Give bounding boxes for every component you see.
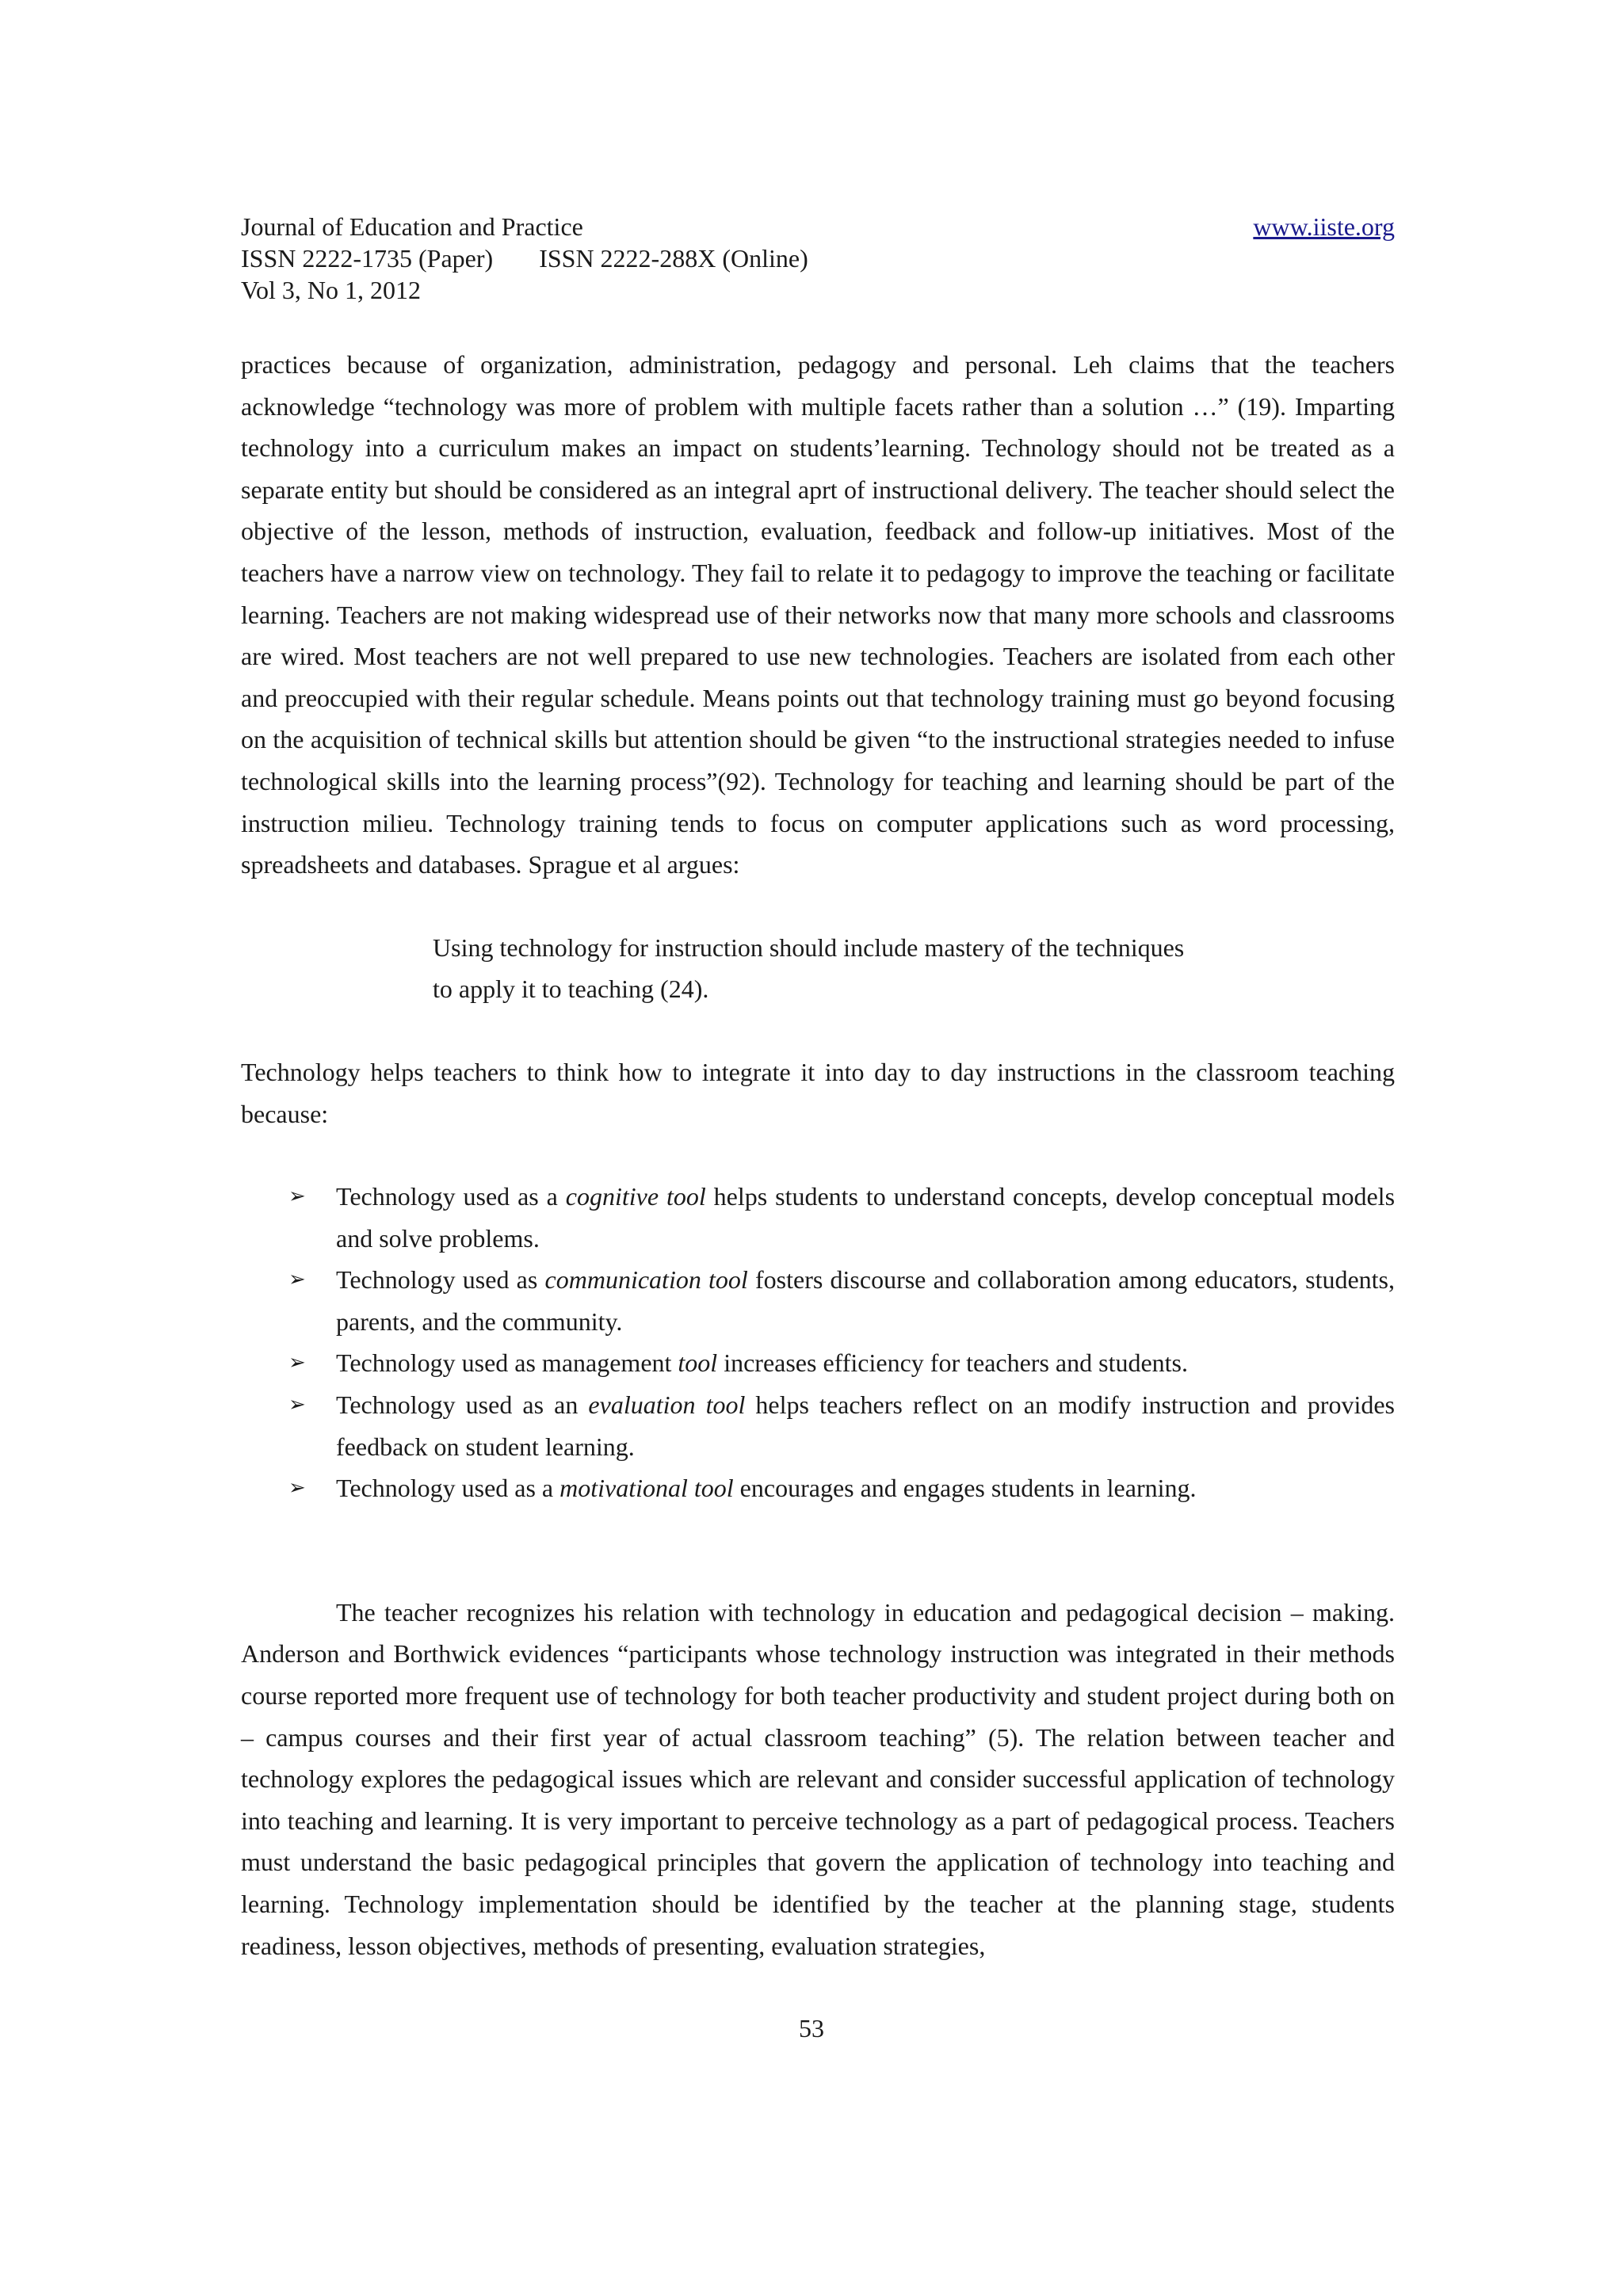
bullet-text-after: encourages and engages students in learning. xyxy=(733,1474,1197,1503)
list-item xyxy=(241,1176,1395,1259)
header-line-1 xyxy=(241,211,1395,242)
header-line-3 xyxy=(241,274,1395,306)
paragraph-1: practices because of organization, administration, pedagogy and personal. Leh claims that the teachers acknowledge “technology was more of problem with multiple facets rather than a solution …” (19). Imparting technology into a curriculum makes an impact on students’learning. Technology should not be treated as a separate entity but should be considered as an integral aprt of instructional delivery. The teacher should select the objective of the lesson, methods of instruction, evaluation, feedback and follow-up initiatives. Most of the teachers have a narrow view on technology. They fail to relate it to pedagogy to improve the teaching or facilitate learning. Teachers are not making widespread use of their networks now that many more schools and classrooms are wired. Most teachers are not well prepared to use new technologies. Teachers are isolated from each other and preoccupied with their regular schedule. Means points out that technology training must go beyond focusing on the acquisition of technical skills but attention should be given “to the instructional strategies needed to infuse technological skills into the learning process”(92). Technology for teaching and learning should be part of the instruction milieu. Technology training tends to focus on computer applications such as word processing, spreadsheets and databases. Sprague et al argues: xyxy=(241,350,1395,879)
bullet-list xyxy=(241,1176,1395,1509)
volume-info: Vol 3, No 1, 2012 xyxy=(241,276,421,304)
issn-paper: ISSN 2222-1735 (Paper) xyxy=(241,244,494,273)
paragraph-2: Technology helps teachers to think how to integrate it into day to day instructions in the classroom teaching because: xyxy=(241,1057,1395,1128)
arrow-bullet-icon: ➢ xyxy=(288,1184,306,1209)
bullet-text-before: Technology used as management xyxy=(336,1348,678,1378)
block-quote xyxy=(241,927,1395,1010)
quote-line-1: Using technology for instruction should include mastery of the techniques xyxy=(433,933,1185,962)
bullet-text-italic: evaluation tool xyxy=(588,1390,746,1420)
bullet-text-after: helps students to understand concepts, develop conceptual models and solve problems. xyxy=(336,1182,1396,1253)
bullet-text-after: increases efficiency for teachers and students. xyxy=(717,1348,1188,1378)
list-item xyxy=(241,1259,1395,1342)
header-line-2 xyxy=(241,242,1395,274)
arrow-bullet-icon: ➢ xyxy=(288,1476,306,1501)
list-item xyxy=(241,1342,1395,1384)
bullet-text-italic: cognitive tool xyxy=(565,1182,706,1211)
bullet-text-before: Technology used as an xyxy=(336,1390,589,1420)
bullet-text-before: Technology used as xyxy=(336,1265,545,1295)
arrow-bullet-icon: ➢ xyxy=(288,1393,306,1417)
arrow-bullet-icon: ➢ xyxy=(288,1351,306,1375)
bullet-text-italic: tool xyxy=(678,1348,718,1378)
quote-line-2: to apply it to teaching (24). xyxy=(433,974,709,1004)
bullet-text-after: helps teachers reflect on an modify instruction and provides feedback on student learning. xyxy=(336,1390,1396,1461)
list-item xyxy=(241,1467,1395,1509)
body-text xyxy=(241,344,1395,1966)
paragraph-3: The teacher recognizes his relation with technology in education and pedagogical decision – making. Anderson and Borthwick evidences “participants whose technology instruction was integrated in their methods course reported more frequent use of technology for both teacher productivity and student project during both on – campus courses and their first year of actual classroom teaching” (5). The relation between teacher and technology explores the pedagogical issues which are relevant and consider successful application of technology into teaching and learning. It is very important to perceive technology as a part of pedagogical process. Teachers must understand the basic pedagogical principles that govern the application of technology into teaching and learning. Technology implementation should be identified by the teacher at the planning stage, students readiness, lesson objectives, methods of presenting, evaluation strategies, xyxy=(241,1597,1395,1960)
bullet-text-after: fosters discourse and collaboration among educators, students, parents, and the community. xyxy=(336,1265,1396,1336)
journal-title: Journal of Education and Practice xyxy=(241,212,583,241)
bullet-text-italic: motivational tool xyxy=(559,1474,734,1503)
list-item xyxy=(241,1384,1395,1467)
bullet-text-before: Technology used as a xyxy=(336,1182,566,1211)
bullet-text-italic: communication tool xyxy=(544,1265,748,1295)
bullet-text-before: Technology used as a xyxy=(336,1474,560,1503)
page-number: 53 xyxy=(799,2014,824,2042)
website-link[interactable]: www.iiste.org xyxy=(1253,212,1395,241)
issn-online: ISSN 2222-288X (Online) xyxy=(539,244,808,273)
arrow-bullet-icon: ➢ xyxy=(288,1268,306,1292)
section-spacer xyxy=(241,1509,1395,1592)
running-header xyxy=(241,211,1395,306)
